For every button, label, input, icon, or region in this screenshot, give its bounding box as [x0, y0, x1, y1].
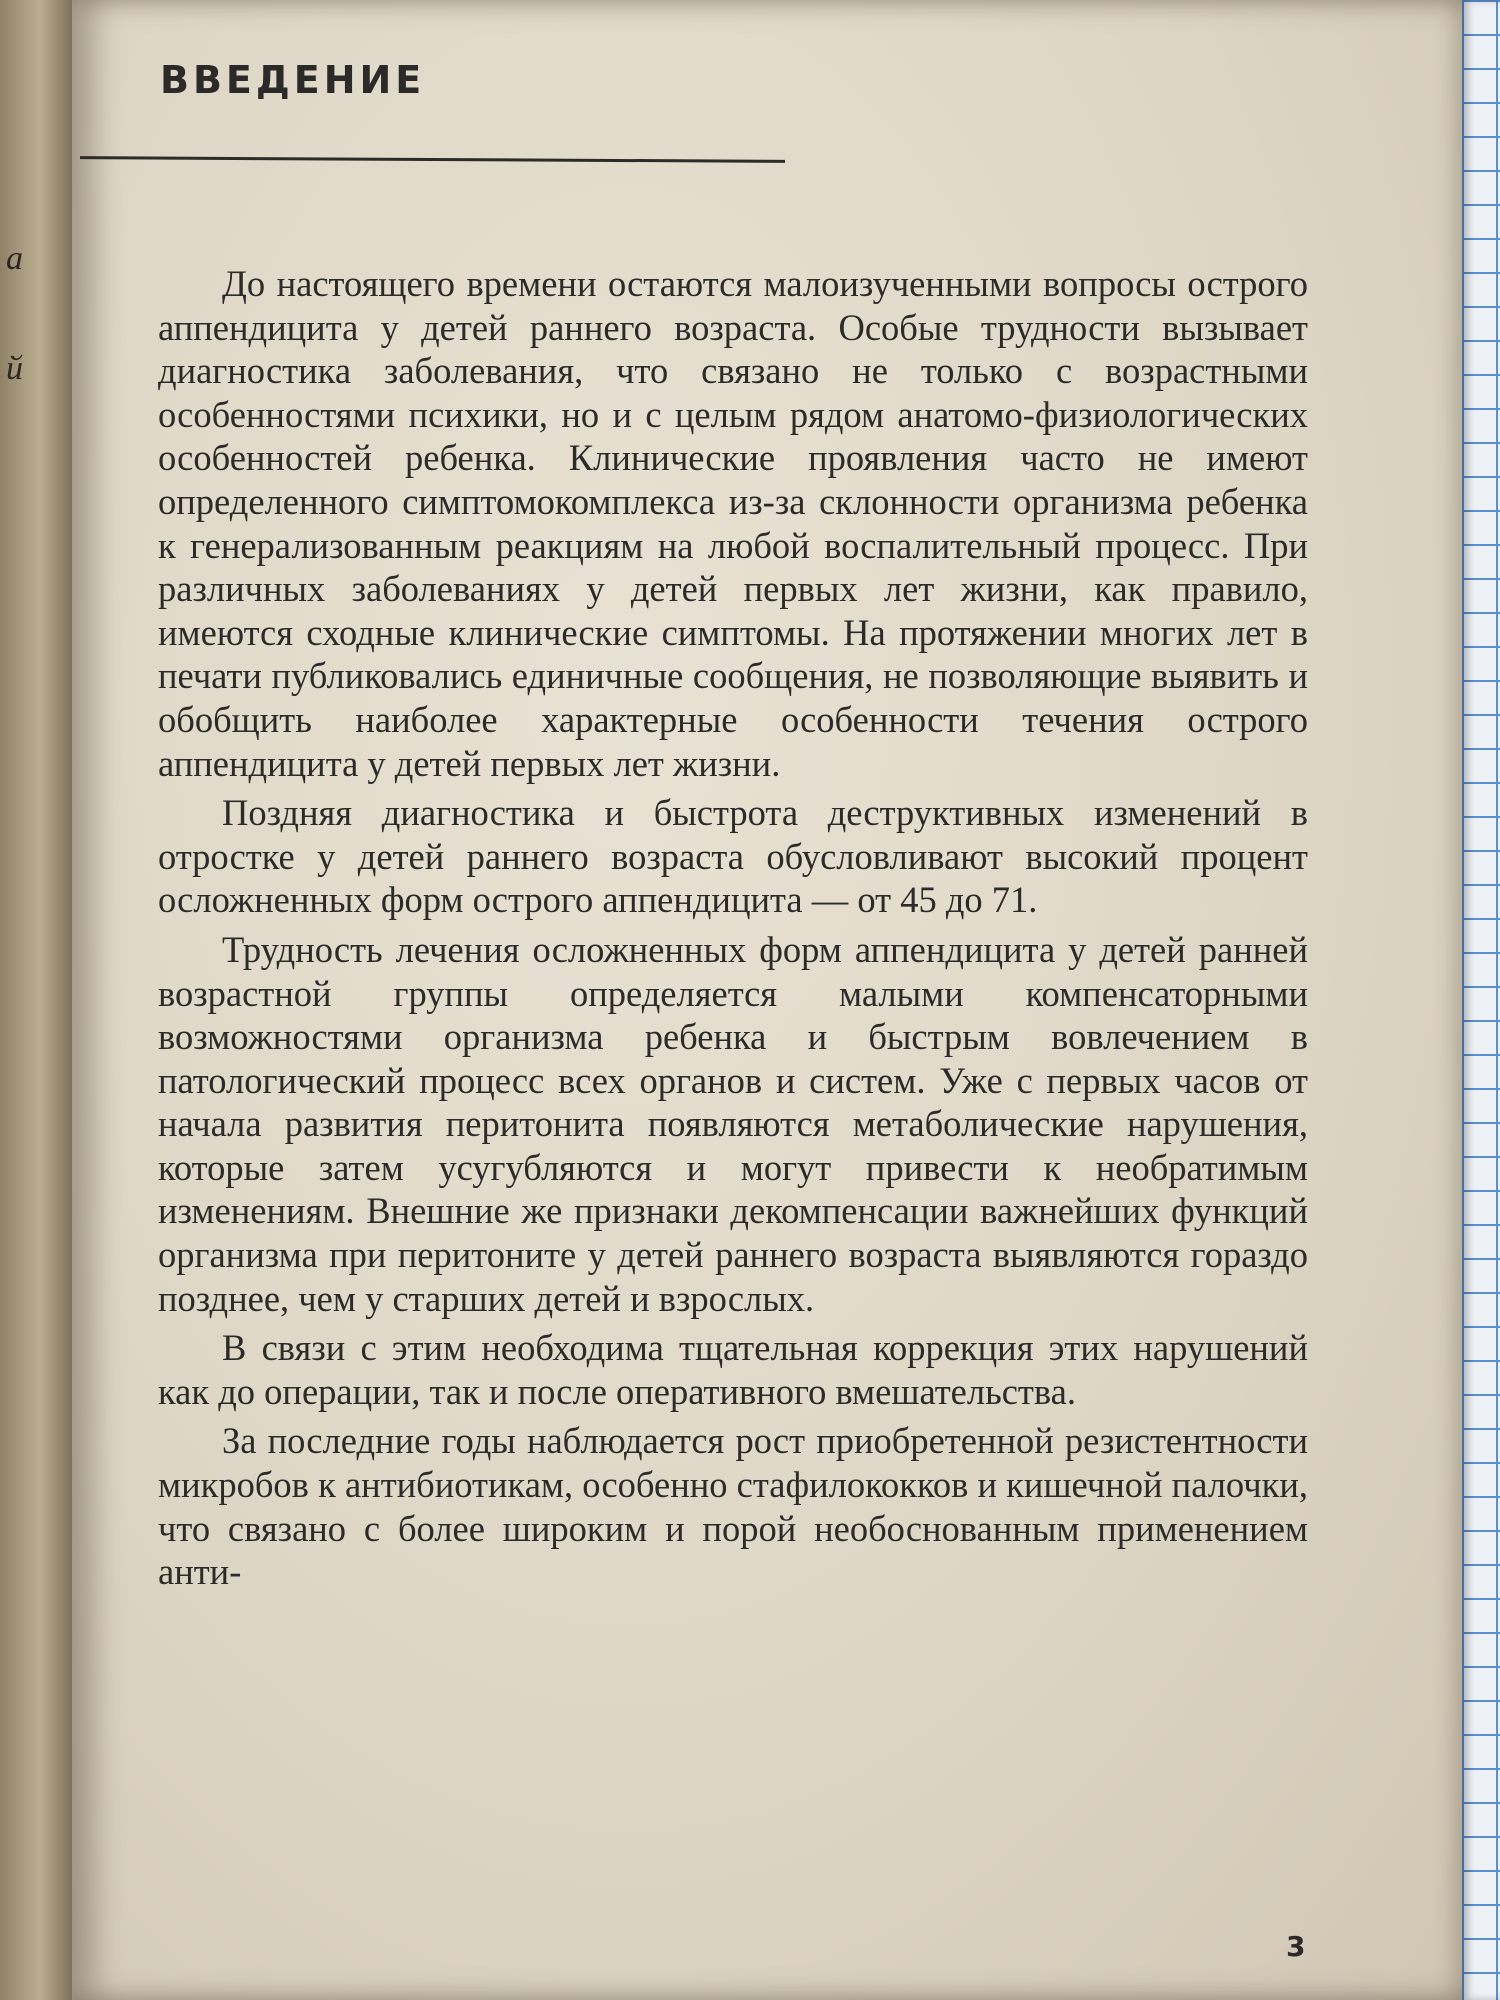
previous-page-edge	[0, 0, 72, 2000]
paragraph: В связи с этим необходима тщательная коррекция этих нарушений как до операции, так и после оперативного вмешательства.	[158, 1327, 1308, 1412]
chapter-heading: ВВЕДЕНИЕ	[160, 58, 426, 102]
paragraph: Трудность лечения осложненных форм аппендицита у детей ранней возрастной группы определяется малыми компенсаторными возможностями организма ребенка и быстрым вовлечением в патологический процесс всех органов и систем. Уже с первых часов от начала развития перитонита появляются метаболические нарушения, которые затем усугубляются и могут привести к необратимым изменениям. Внешние же признаки декомпенсации важнейших функций организма при перитоните у детей раннего возраста выявляются гораздо позднее, чем у старших детей и взрослых.	[158, 928, 1308, 1319]
body-text	[158, 262, 1308, 1600]
paragraph: До настоящего времени остаются малоизученными вопросы острого аппендицита у детей раннего возраста. Особые трудности вызывает диагностика заболевания, что связано не только с возрастными особенностями психики, но и с целым рядом анатомо-физиологических особенностей ребенка. Клинические проявления часто не имеют определенного симптомокомплекса из-за склонности организма ребенка к генерализованным реакциям на любой воспалительный процесс. При различных заболеваниях у детей первых лет жизни, как правило, имеются сходные клинические симптомы. На протяжении многих лет в печати публиковались единичные сообщения, не позволяющие выявить и обобщить наиболее характерные особенности течения острого аппендицита у детей первых лет жизни.	[158, 263, 1308, 784]
previous-page-fragment: а	[6, 240, 23, 277]
page-number: 3	[1286, 1930, 1306, 1963]
graph-paper-background	[1462, 0, 1500, 2000]
previous-page-fragment: й	[6, 350, 23, 387]
paragraph: За последние годы наблюдается рост приобретенной резистентности микробов к антибиотикам, особенно стафилококков и кишечной палочки, что связано с более широким и порой необоснованным применением анти-	[158, 1420, 1308, 1593]
paragraph: Поздняя диагностика и быстрота деструктивных изменений в отростке у детей раннего возраста обусловливают высокий процент осложненных форм острого аппендицита — от 45 до 71.	[158, 792, 1308, 921]
